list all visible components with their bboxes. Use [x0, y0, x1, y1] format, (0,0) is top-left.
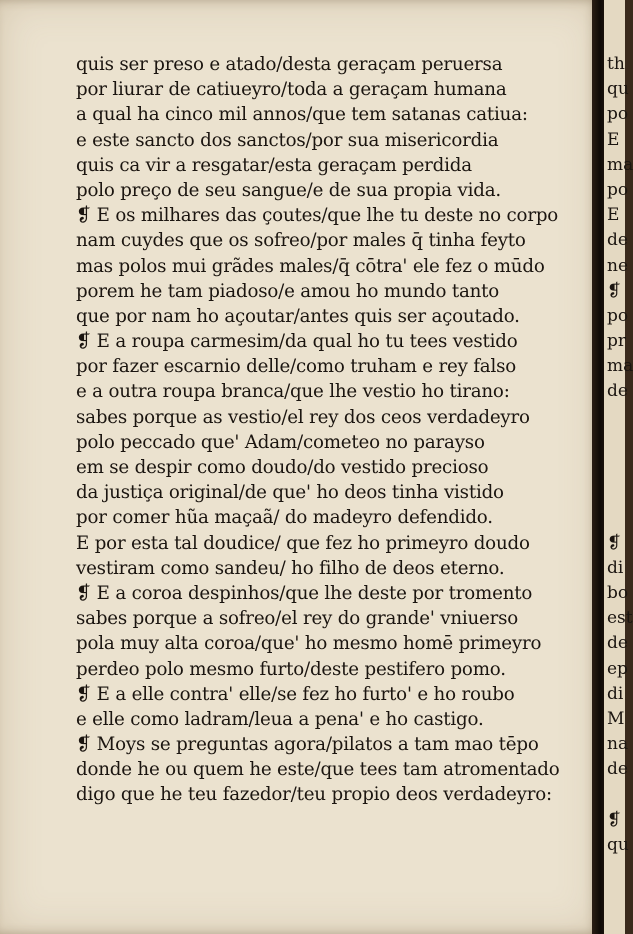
text-line: vestiram como sandeu/ ho filho de deos eterno. [76, 557, 505, 579]
facing-line: po [607, 104, 629, 125]
text-line: perdeo polo mesmo furto/deste pestifero pomo. [76, 658, 506, 680]
facing-line: M [607, 708, 625, 729]
text-line: e elle como ladram/leua a pena' e ho castigo. [76, 708, 484, 730]
facing-line [604, 505, 625, 530]
facing-line: bo [607, 582, 629, 603]
facing-line: ma [607, 356, 633, 377]
facing-line [604, 480, 625, 505]
text-line: polo peccado que' Adam/cometeo no parayso [76, 431, 485, 453]
facing-line: de [607, 381, 628, 402]
facing-line: po [607, 305, 629, 326]
text-line: em se despir como doudo/do vestido precioso [76, 457, 489, 478]
facing-line: ma [607, 154, 633, 175]
text-line: e este sancto dos sanctos/por sua misericordia [76, 129, 499, 151]
facing-line: est [607, 608, 633, 629]
text-line: polo preço de seu sangue/e de sua propia vida. [76, 179, 501, 201]
text-line: por liurar de catiueyro/toda a geraçam humana [76, 79, 507, 101]
facing-line: qu [607, 79, 629, 100]
facing-line [604, 782, 625, 807]
facing-page-text [604, 52, 633, 858]
text-line: a qual ha cinco mil annos/que tem satanas catiua: [76, 104, 528, 126]
facing-line: de [607, 633, 628, 654]
facing-line [604, 405, 625, 430]
facing-line: qu [607, 834, 629, 855]
text-line: E por esta tal doudice/ que fez ho primeyro doudo [76, 532, 530, 554]
text-line: da justiça original/de que' ho deos tinha vistido [76, 482, 504, 504]
facing-line: E [607, 129, 620, 150]
facing-line: de [607, 230, 628, 251]
facing-line: th [607, 54, 625, 74]
facing-line: di [607, 557, 624, 578]
facing-line: na [607, 734, 629, 755]
text-line: ❡ E os milhares das çoutes/que lhe tu deste no corpo [76, 205, 559, 227]
facing-line: ❡ [607, 280, 622, 301]
facing-page [604, 0, 633, 934]
text-line: sabes porque as vestio/el rey dos ceos verdadeyro [76, 406, 530, 428]
text-line: quis ser preso e atado/desta geraçam peruersa [76, 54, 503, 75]
facing-line [604, 455, 625, 480]
text-line: ❡ E a roupa carmesim/da qual ho tu tees vestido [76, 331, 518, 353]
facing-line: di [607, 683, 624, 704]
text-line: que por nam ho açoutar/antes quis ser açoutado. [76, 305, 520, 327]
facing-line: ❡ [607, 809, 622, 830]
facing-line: pr [607, 331, 627, 352]
text-line: por comer hũa maçaã/ do madeyro defendido. [76, 507, 493, 529]
text-line: ❡ E a elle contra' elle/se fez ho furto' e ho roubo [76, 683, 515, 705]
facing-line [604, 430, 625, 455]
text-line: donde he ou quem he este/que tees tam atromentado [76, 759, 560, 781]
text-line: porem he tam piadoso/e amou ho mundo tanto [76, 280, 500, 302]
facing-line: de [607, 759, 628, 780]
text-line: quis ca vir a resgatar/esta geraçam perdida [76, 154, 472, 176]
text-line: por fazer escarnio delle/como truham e rey falso [76, 356, 517, 378]
text-line: mas polos mui grãdes males/q̄ cōtra' ele fez o mūdo [76, 255, 545, 277]
facing-line: ❡ [607, 532, 622, 553]
text-line: ❡ Moys se preguntas agora/pilatos a tam mao tēpo [76, 734, 539, 756]
text-line: pola muy alta coroa/que' ho mesmo homē primeyro [76, 633, 542, 655]
main-text-block [76, 52, 596, 808]
facing-line: E [607, 205, 620, 226]
text-line: e a outra roupa branca/que lhe vestio ho tirano: [76, 381, 510, 403]
facing-line: ep [607, 658, 628, 679]
text-line: digo que he teu fazedor/teu propio deos verdadeyro: [76, 784, 552, 806]
text-line: nam cuydes que os sofreo/por males q̄ tinha feyto [76, 230, 526, 252]
text-line: sabes porque a sofreo/el rey do grande' vniuerso [76, 608, 519, 630]
facing-line: po [607, 179, 629, 200]
text-line: ❡ E a coroa despinhos/que lhe deste por tromento [76, 582, 533, 604]
facing-line: ne [607, 255, 629, 276]
